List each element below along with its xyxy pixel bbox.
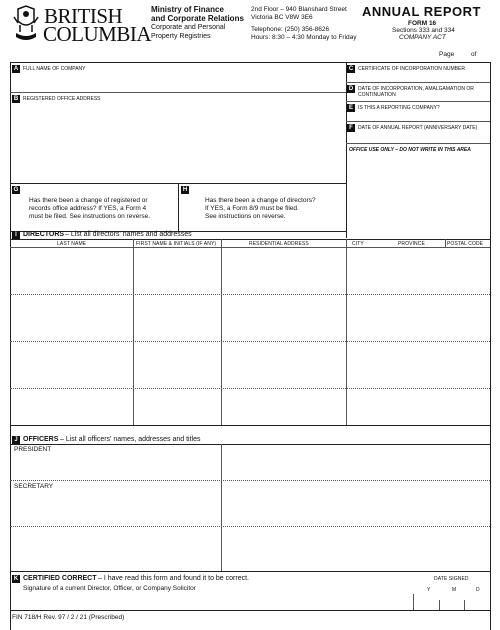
office-use-only-label: OFFICE USE ONLY – DO NOT WRITE IN THIS AREA — [349, 147, 471, 153]
registry-name: Corporate and Personal — [151, 24, 226, 31]
office-hours: Hours: 8:30 – 4:30 Monday to Friday — [251, 34, 357, 41]
officers-subtitle: – List all officers' names, addresses and titles — [60, 436, 201, 443]
registered-office-label: REGISTERED OFFICE ADDRESS — [23, 96, 101, 102]
bc-coat-of-arms-logo — [12, 5, 40, 45]
column-city: CITY — [352, 241, 364, 247]
column-first-name: FIRST NAME & INITIALS (IF ANY) — [136, 241, 217, 247]
president-label: PRESIDENT — [14, 446, 52, 453]
incorporation-date-label-2: CONTINUATION — [358, 92, 396, 98]
signature-label: Signature of a current Director, Officer, or Company Solicitor — [23, 585, 196, 592]
ministry-name: Ministry of Finance — [151, 5, 224, 14]
address-change-question-3: must be filed. See instructions on reverse. — [29, 213, 151, 220]
office-address: 2nd Floor – 940 Blanshard Street — [251, 6, 347, 13]
signature-line[interactable] — [10, 610, 490, 611]
directors-title: DIRECTORS — [23, 231, 65, 238]
section-h-label: H — [182, 187, 188, 193]
page-of-label: of — [471, 51, 477, 58]
director-change-question: Has there been a change of directors? — [205, 197, 316, 204]
form-number: FORM 16 — [408, 20, 437, 27]
section-i-label: I — [12, 231, 20, 239]
section-e-label: E — [348, 105, 353, 111]
column-last-name: LAST NAME — [57, 241, 87, 247]
secretary-label: SECRETARY — [14, 483, 54, 490]
director-row-1[interactable] — [10, 294, 490, 295]
officers-title: OFFICERS — [23, 436, 59, 443]
logo-text-british: BRITISH — [44, 4, 123, 28]
address-change-question-2: records office address? If YES, a Form 4 — [29, 205, 147, 212]
date-signed-label: DATE SIGNED — [434, 576, 469, 582]
director-change-question-2: If YES, a Form 8/9 must be filed. — [205, 205, 299, 212]
address-change-question: Has there been a change of registered or — [29, 197, 148, 204]
form-title: ANNUAL REPORT — [362, 4, 481, 19]
date-year-label: Y — [427, 587, 431, 593]
column-residential-address: RESIDENTIAL ADDRESS — [249, 241, 309, 247]
section-b-label: B — [13, 96, 19, 102]
form-footer: FIN 718/H Rev. 97 / 2 / 21 (Prescribed) — [12, 614, 125, 621]
form-act: COMPANY ACT — [399, 34, 446, 41]
section-g-label: G — [13, 187, 19, 193]
logo-text-columbia: COLUMBIA — [43, 22, 152, 46]
section-d-label: D — [348, 86, 354, 92]
section-k-label: K — [13, 576, 19, 582]
certificate-number-label: CERTIFICATE OF INCORPORATION NUMBER — [358, 66, 465, 72]
page-label: Page — [439, 51, 455, 58]
certified-statement: – I have read this form and found it to be correct. — [98, 575, 249, 582]
date-day-label: D — [476, 587, 480, 593]
ministry-name-2: and Corporate Relations — [151, 14, 244, 23]
section-c-label: C — [348, 66, 354, 72]
office-city: Victoria BC V8W 3E6 — [251, 14, 313, 21]
certified-title: CERTIFIED CORRECT — [23, 575, 97, 582]
directors-subtitle: – List all directors' names and addresses — [65, 231, 192, 238]
secretary-row[interactable] — [10, 526, 490, 527]
section-f-label: F — [347, 124, 355, 132]
column-province: PROVINCE — [398, 241, 425, 247]
registry-name-2: Property Registries — [151, 33, 211, 40]
office-telephone: Telephone: (250) 356-8626 — [251, 26, 330, 33]
director-change-question-3: See instructions on reverse. — [205, 213, 286, 220]
column-postal-code: POSTAL CODE — [447, 241, 484, 247]
incorporation-date-label: DATE OF INCORPORATION, AMALGAMATION OR — [358, 86, 474, 92]
president-row[interactable] — [10, 480, 490, 481]
section-a-label: A — [13, 66, 19, 72]
company-name-label: FULL NAME OF COMPANY — [23, 66, 86, 72]
date-month-label: M — [452, 587, 457, 593]
reporting-company-label: IS THIS A REPORTING COMPANY? — [358, 105, 440, 111]
director-row-2[interactable] — [10, 341, 490, 342]
form-sections: Sections 333 and 334 — [392, 27, 455, 34]
annual-report-date-label: DATE OF ANNUAL REPORT (ANNIVERSARY DATE) — [358, 125, 478, 131]
director-row-3[interactable] — [10, 388, 490, 389]
section-j-label: J — [12, 436, 20, 444]
